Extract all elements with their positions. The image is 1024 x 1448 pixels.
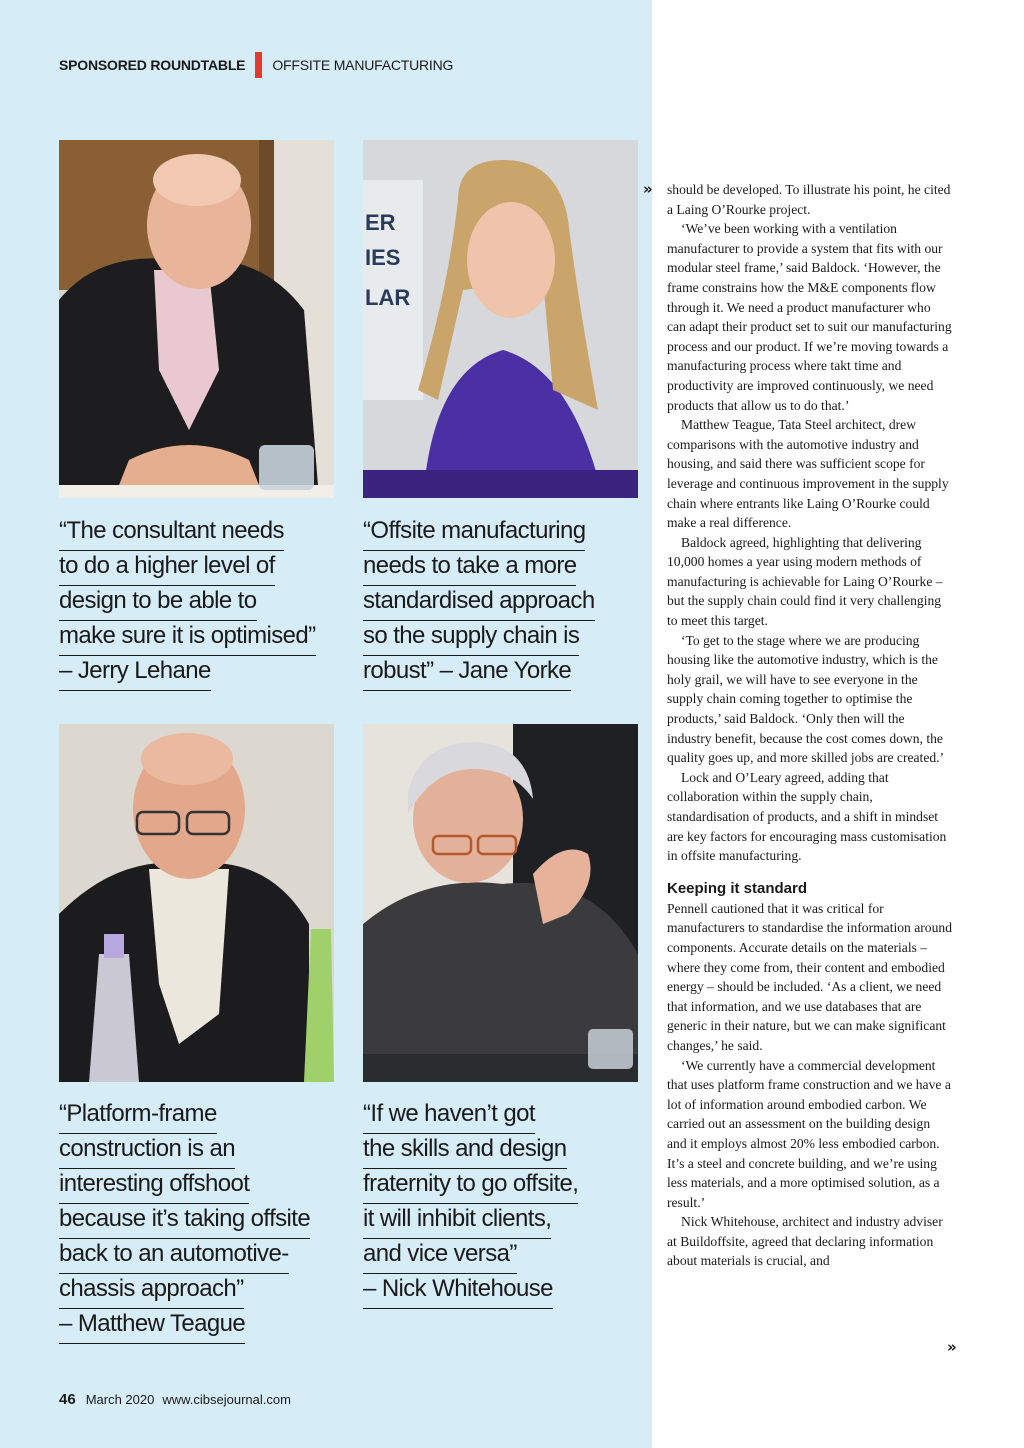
quote-line: construction is an (59, 1134, 235, 1169)
page-number: 46 (59, 1391, 76, 1408)
header-divider (255, 52, 262, 78)
article-paragraph: ‘We’ve been working with a ventilation manufacturer to provide a system that fits with our modular steel frame,’ said Baldock. ‘However, the frame constrains how the M&E components flow through it. We need a product manufacturer who can adapt their product set to suit our manufacturing process and our product. If we’re moving towards a manufacturing process where takt time and productivity are improved continuously, we need products that allow us to do that.’ (667, 221, 952, 413)
issue-date: March 2020 (85, 1392, 155, 1407)
continued-from-icon: » (643, 180, 653, 198)
quote-line: back to an automotive- (59, 1239, 289, 1274)
quote-line: “The consultant needs (59, 516, 284, 551)
page-header (59, 52, 453, 78)
pull-quote-matthew-teague (59, 1099, 310, 1344)
quote-line-with-attribution: robust” – Jane Yorke (363, 656, 571, 691)
article-paragraph: should be developed. To illustrate his point, he cited a Laing O’Rourke project. (667, 182, 951, 217)
page-footer (59, 1391, 291, 1408)
photo-nick-whitehouse (363, 724, 638, 1082)
continues-icon: » (947, 1338, 957, 1356)
quote-line: needs to take a more (363, 551, 576, 586)
quote-attribution: – Jerry Lehane (59, 656, 211, 691)
article-paragraph: Nick Whitehouse, architect and industry adviser at Buildoffsite, agreed that declaring information about materials is crucial, and (667, 1214, 943, 1269)
quote-line: “If we haven’t got (363, 1099, 535, 1134)
article-paragraph: Lock and O’Leary agreed, adding that collaboration within the supply chain, standardisation of products, and a shift in mindset are key factors for encouraging mass customisation in offsite manufacturing. (667, 769, 947, 864)
website-link[interactable]: www.cibsejournal.com (162, 1392, 291, 1407)
photo-matthew-teague (59, 724, 334, 1082)
quote-line: it will inhibit clients, (363, 1204, 551, 1239)
quote-line: to do a higher level of (59, 551, 275, 586)
article-paragraph: ‘To get to the stage where we are producing housing like the automotive industry, which is the holy grail, we will have to see everyone in the supply chain coming together to optimise the products,’ said Baldock. ‘Only then will the industry benefit, because the cost comes down, the quality goes up, and more skilled jobs are created.’ (667, 632, 945, 766)
svg-text:ER: ER (365, 210, 396, 235)
article-paragraph: ‘We currently have a commercial development that uses platform frame construction and we have a lot of information around embodied carbon. We carried out an assessment on the building design and it employs almost 20% less embodied carbon. It’s a steel and concrete building, and we’re using less materials, and a more optimised solution, as a result.’ (667, 1057, 951, 1210)
pull-quote-jerry-lehane (59, 516, 316, 691)
quote-line: fraternity to go offsite, (363, 1169, 578, 1204)
pull-quote-nick-whitehouse (363, 1099, 578, 1309)
quote-line: the skills and design (363, 1134, 567, 1169)
topic-label: OFFSITE MANUFACTURING (272, 57, 454, 73)
article-paragraph: Baldock agreed, highlighting that delivering 10,000 homes a year using modern methods of manufacturing is achievable for Laing O’Rourke – but the supply chain could find it very challenging to meet this target. (667, 534, 943, 629)
svg-text:IES: IES (365, 245, 401, 270)
article-subheading: Keeping it standard (667, 879, 808, 897)
quote-line: and vice versa” (363, 1239, 517, 1274)
section-label: SPONSORED ROUNDTABLE (59, 57, 246, 73)
quote-line: because it’s taking offsite (59, 1204, 310, 1239)
article-paragraph: Matthew Teague, Tata Steel architect, drew comparisons with the automotive industry and housing, and said there was sufficient scope for leverage and continuous improvement in the supply chain where entrants like Laing O’Rourke could make a real difference. (667, 417, 949, 531)
photo-jerry-lehane (59, 140, 334, 498)
quote-line: make sure it is optimised” (59, 621, 316, 656)
quote-line: “Offsite manufacturing (363, 516, 585, 551)
pull-quote-jane-yorke (363, 516, 595, 691)
article-body (667, 180, 952, 1271)
quote-line: so the supply chain is (363, 621, 579, 656)
quote-line: chassis approach” (59, 1274, 244, 1309)
quote-attribution: – Nick Whitehouse (363, 1274, 553, 1309)
svg-text:LAR: LAR (365, 285, 411, 310)
quote-attribution: – Matthew Teague (59, 1309, 245, 1344)
quote-line: standardised approach (363, 586, 595, 621)
quote-line: interesting offshoot (59, 1169, 249, 1204)
quote-line: “Platform-frame (59, 1099, 217, 1134)
quote-line: design to be able to (59, 586, 257, 621)
article-paragraph: Pennell cautioned that it was critical for manufacturers to standardise the information around components. Accurate details on the materials – where they come from, their content and embodied energy – should be included. ‘As a client, we need that information, and we use databases that are generic in their nature, but we can make significant changes,’ he said. (667, 900, 952, 1053)
photo-jane-yorke (363, 140, 638, 498)
